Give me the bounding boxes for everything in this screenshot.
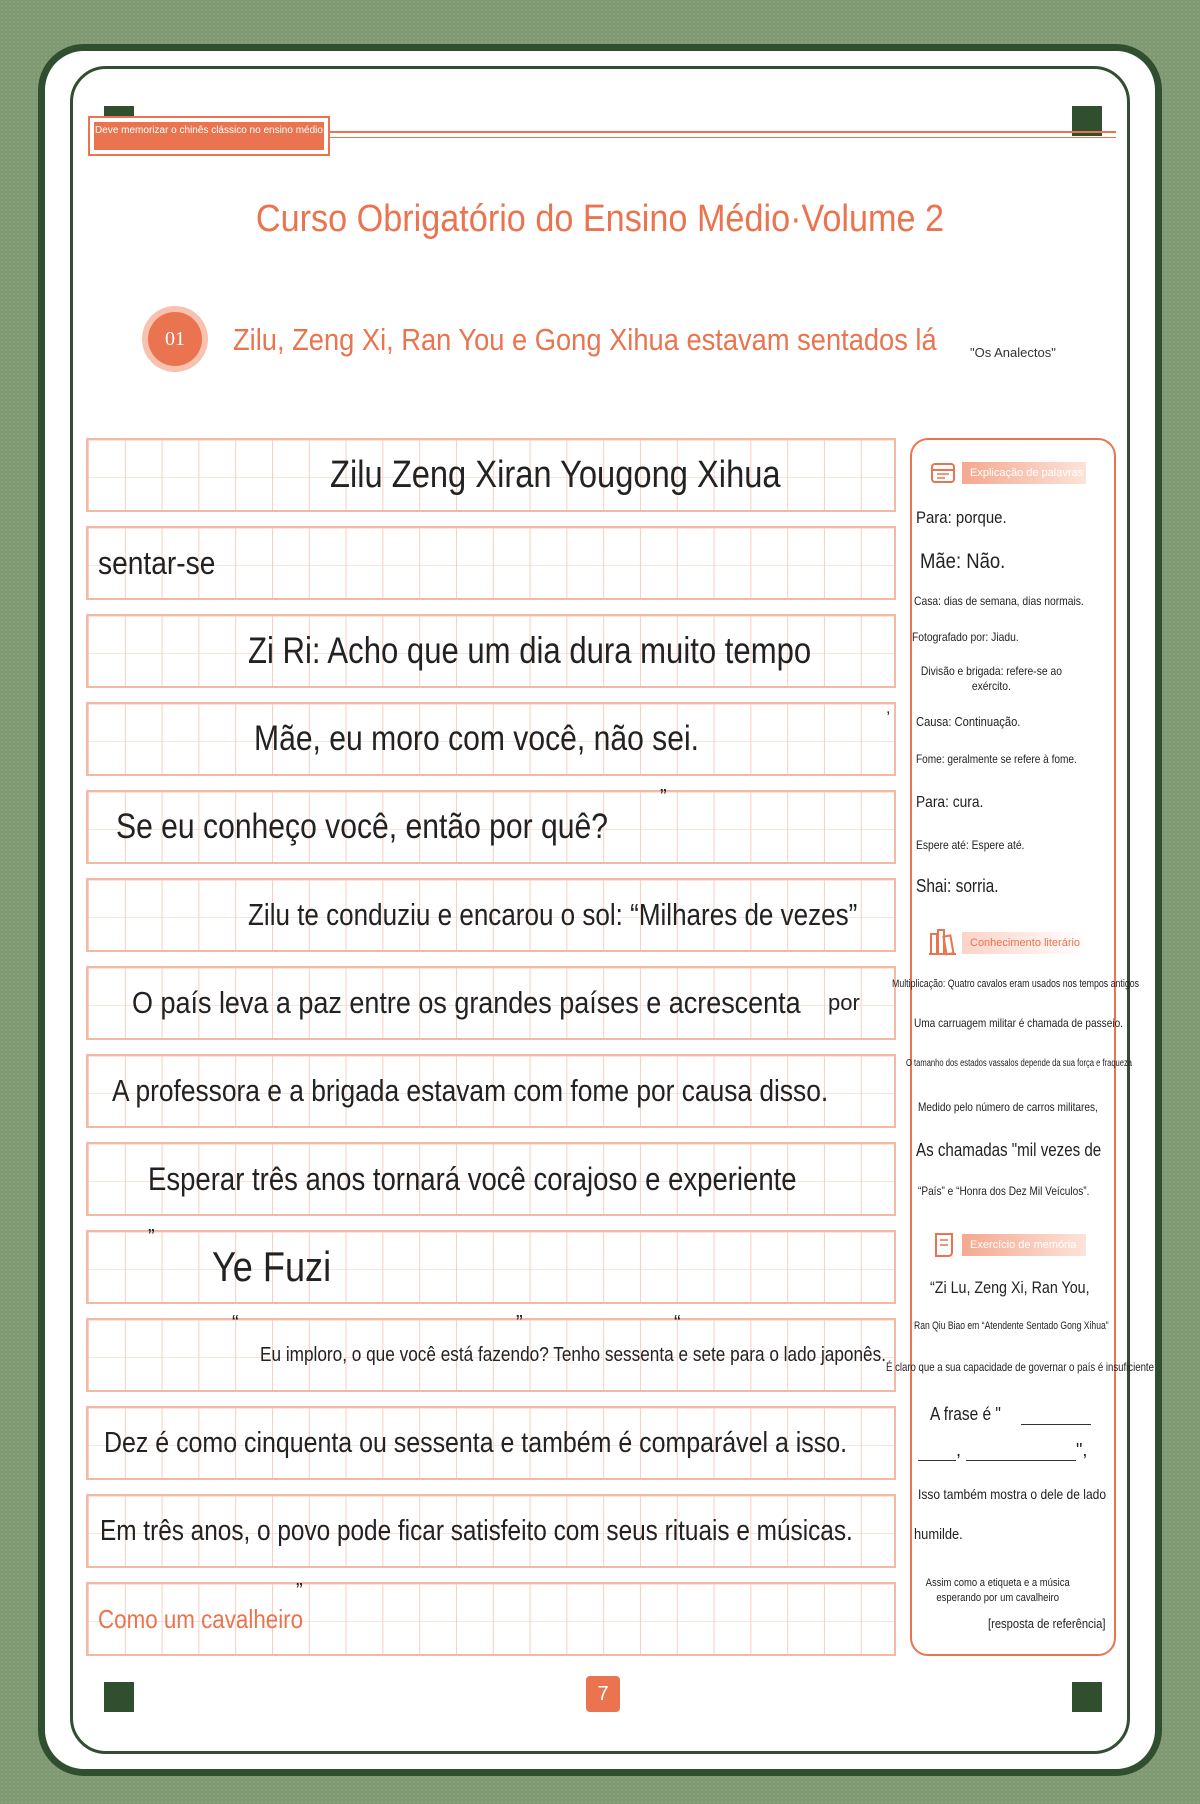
text-row [86, 1582, 896, 1656]
punctuation-mark: “ [674, 1312, 681, 1334]
header-badge-text: Deve memorizar o chinês clássico no ensino médio [94, 122, 324, 150]
row-text: A professora e a brigada estavam com fome por causa disso. [112, 1073, 829, 1108]
exercise-item: Assim como a etiqueta e a música esperando por um cavalheiro [925, 1577, 1070, 1604]
text-row [86, 1318, 896, 1392]
glossary-item: Espere até: Espere até. [916, 838, 1025, 852]
text-row [86, 878, 896, 952]
punctuation-mark: ” [660, 786, 667, 808]
side-section-title: Explicação de palavras [962, 462, 1086, 484]
answer-blank[interactable] [966, 1460, 1076, 1461]
row-text: Zilu Zeng Xiran Yougong Xihua [330, 454, 781, 496]
text-row [86, 790, 896, 864]
literary-item: Medido pelo número de carros militares, [918, 1100, 1098, 1114]
literary-item: O tamanho dos estados vassalos depende da sua força e fraqueza [906, 1058, 1133, 1069]
text-row [86, 966, 896, 1040]
exercise-blank-line: , ", [918, 1440, 1087, 1461]
text-row [86, 1054, 896, 1128]
punctuation-mark: “ [232, 1312, 239, 1334]
text-row [86, 526, 896, 600]
row-text: Esperar três anos tornará você corajoso e experiente [148, 1161, 797, 1197]
corner-decoration [104, 1682, 134, 1712]
exercise-prompt: A frase é " [930, 1404, 1001, 1424]
glossary-item: Fome: geralmente se refere à fome. [916, 752, 1077, 766]
header-rule [330, 131, 1116, 133]
text-row [86, 1230, 896, 1304]
text-row [86, 614, 896, 688]
exercise-item: humilde. [914, 1526, 963, 1543]
literary-item: As chamadas "mil vezes de [916, 1140, 1102, 1160]
header-rule-thin [330, 137, 1116, 138]
exercise-item: Isso também mostra o dele de lado [918, 1486, 1107, 1502]
side-section-title: Exercício de memória [962, 1234, 1086, 1256]
row-text: sentar-se [98, 545, 216, 581]
glossary-item: Para: cura. [916, 794, 984, 811]
text-row [86, 1494, 896, 1568]
lesson-title: Zilu, Zeng Xi, Ran You e Gong Xihua estavam sentados lá [233, 322, 937, 357]
reference-answer-label: [resposta de referência] [988, 1616, 1106, 1631]
row-text: Dez é como cinquenta ou sessenta e também é comparável a isso. [104, 1427, 848, 1459]
side-section-header [926, 458, 1096, 488]
glossary-item: Mãe: Não. [920, 550, 1006, 573]
side-notes-panel [886, 438, 1154, 1656]
exercise-close-quote: ", [1076, 1440, 1088, 1460]
row-text: Em três anos, o povo pode ficar satisfeito com seus rituais e músicas. [100, 1515, 853, 1547]
row-text: Zi Ri: Acho que um dia dura muito tempo [248, 630, 812, 671]
exercise-blank-line [930, 1404, 1091, 1425]
exercise-item: “Zi Lu, Zeng Xi, Ran You, [930, 1278, 1090, 1297]
punctuation-mark: ” [148, 1226, 155, 1248]
row-text: Como um cavalheiro [98, 1604, 304, 1634]
glossary-item: Causa: Continuação. [916, 714, 1021, 729]
row-text: Se eu conheço você, então por quê? [116, 807, 609, 846]
row-text: Mãe, eu moro com você, não sei. [254, 719, 700, 758]
lesson-source: "Os Analectos" [970, 345, 1056, 360]
calendar-icon [930, 460, 958, 486]
side-section-title: Conhecimento literário [962, 932, 1086, 954]
text-row [86, 1142, 896, 1216]
scroll-icon [930, 1230, 958, 1258]
glossary-item: Shai: sorria. [916, 876, 999, 896]
punctuation-mark: ” [296, 1580, 303, 1602]
exercise-item: Ran Qiu Biao em “Atendente Sentado Gong Xihua” [914, 1320, 1109, 1332]
text-row [86, 702, 896, 776]
punctuation-mark: , [886, 700, 891, 717]
row-text: Eu imploro, o que você está fazendo? Tenho sessenta e sete para o lado japonês. [260, 1344, 887, 1366]
lesson-number-badge: 01 [148, 312, 202, 366]
text-row [86, 438, 896, 512]
page-number: 7 [586, 1676, 620, 1712]
books-icon [928, 928, 958, 956]
page-title: Curso Obrigatório do Ensino Médio·Volume 2 [255, 198, 945, 240]
exercise-item: É claro que a sua capacidade de governar o país é insuficiente [886, 1360, 1154, 1374]
literary-item: Multiplicação: Quatro cavalos eram usados nos tempos antigos [892, 978, 1140, 990]
glossary-item: Casa: dias de semana, dias normais. [914, 594, 1084, 608]
glossary-item: Para: porque. [916, 508, 1007, 527]
punctuation-mark: ” [516, 1312, 523, 1334]
answer-blank[interactable] [918, 1460, 956, 1461]
literary-item: “País” e “Honra dos Dez Mil Veículos”. [918, 1184, 1090, 1198]
row-text: Zilu te conduziu e encarou o sol: “Milhares de vezes” [248, 897, 858, 932]
side-section-header [926, 928, 1096, 958]
literary-item: Uma carruagem militar é chamada de passeio. [914, 1016, 1123, 1030]
row-text: Ye Fuzi [212, 1243, 332, 1290]
answer-blank[interactable] [1021, 1424, 1091, 1425]
glossary-item: Divisão e brigada: refere-se ao exército. [920, 664, 1062, 693]
row-text: O país leva a paz entre os grandes países e acrescenta [132, 985, 801, 1020]
row-text-suffix: por [828, 990, 860, 1015]
text-row [86, 1406, 896, 1480]
header-badge [88, 116, 330, 156]
glossary-item: Fotografado por: Jiadu. [912, 630, 1019, 644]
side-section-header [926, 1230, 1096, 1260]
corner-decoration [1072, 1682, 1102, 1712]
